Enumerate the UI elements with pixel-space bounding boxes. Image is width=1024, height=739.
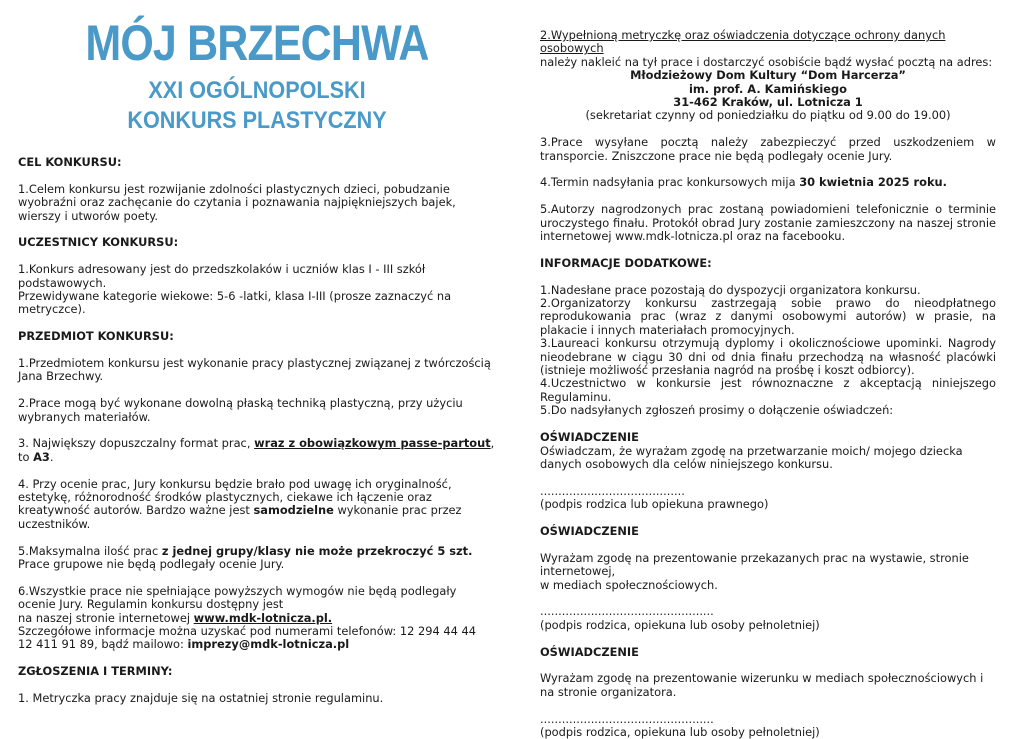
przedmiot-point-6: 6.Wszystkie prace nie spełniające powyższych wymogów nie będą podlegały ocenie Jury. Regulamin konkursu dostępny jest bbox=[18, 583, 457, 612]
left-column bbox=[18, 0, 496, 705]
oswiadczenie-heading-1: OŚWIADCZENIE bbox=[540, 430, 639, 445]
oswiadczenie-heading-3: OŚWIADCZENIE bbox=[540, 644, 639, 659]
page-title: MÓJ BRZECHWA bbox=[85, 15, 429, 71]
phone-line: Szczegółowe informacje można uzyskać pod numerami telefonów: 12 294 44 44 bbox=[18, 624, 476, 639]
informacje-point-3: 3.Laureaci konkursu otrzymują dyplomy i okolicznościowe upominki. Nagrody nieodebrane w ciągu 30 dni od dnia finału przechodzą na własność placówki (istnieje możliwość przesłania nagród na prośbę i koszt odbiorcy). bbox=[540, 336, 996, 378]
informacje-point-2: 2.Organizatorzy konkursu zastrzegają sobie prawo do nieodpłatnego reprodukowania prac (wraz z danymi osobowymi autorów) w prasie, na plakacie i innych materiałach promocyjnych. bbox=[540, 296, 996, 337]
website-link[interactable]: www.mdk-lotnicza.pl. bbox=[193, 610, 333, 625]
signature-line-1: ........................................ bbox=[540, 483, 685, 498]
uczestnicy-categories: Przewidywane kategorie wiekowe: 5-6 -latki, klasa I-III (prosze zaznaczyć na metryczce). bbox=[18, 289, 452, 317]
oswiadczenie-heading-2: OŚWIADCZENIE bbox=[540, 523, 639, 538]
signature-caption-1: (podpis rodzica lub opiekuna prawnego) bbox=[540, 497, 769, 512]
zgloszenia-point-4: 4.Termin nadsyłania prac konkursowych mija 30 kwietnia 2025 roku. bbox=[540, 175, 947, 190]
address-line-3: 31-462 Kraków, ul. Lotnicza 1 bbox=[673, 95, 863, 110]
signature-caption-2: (podpis rodzica, opiekuna lub osoby pełnoletniej) bbox=[540, 617, 820, 632]
office-hours: (sekretariat czynny od poniedziałku do piątku od 9.00 do 19.00) bbox=[585, 108, 951, 123]
zgloszenia-point-3: 3.Prace wysyłane pocztą należy zabezpieczyć przed uszkodzeniem w transporcie. Zniszczone prace nie będą podlegały ocenie Jury. bbox=[540, 135, 996, 163]
przedmiot-point-1: 1.Przedmiotem konkursu jest wykonanie pracy plastycznej związanej z twórczością Jana Brzechwy. bbox=[18, 356, 491, 384]
signature-line-2: ................................................ bbox=[540, 604, 714, 619]
przedmiot-point-4: 4. Przy ocenie prac, Jury konkursu będzie brało pod uwagę ich oryginalność, estetykę, różnorodność środków plastycznych, ciekawe ich łączenie oraz kreatywność autorów. Bardzo ważne jest samodzielne wykonanie prac przez uczestników. bbox=[18, 476, 462, 531]
oswiadczenie-text-3: Wyrażam zgodę na prezentowanie wizerunku w mediach społecznościowych i na stronie organizatora. bbox=[540, 671, 984, 699]
deadline: 30 kwietnia 2025 roku. bbox=[799, 175, 947, 190]
section-heading-cel: CEL KONKURSU: bbox=[18, 155, 122, 169]
website-line: na naszej stronie internetowej www.mdk-lotnicza.pl. bbox=[18, 610, 333, 625]
section-heading-informacje: INFORMACJE DODATKOWE: bbox=[540, 255, 712, 270]
oswiadczenie-text-1: Oświadczam, że wyrażam zgodę na przetwarzanie moich/ mojego dziecka danych osobowych dla celów niniejszego konkursu. bbox=[540, 443, 963, 471]
informacje-point-1: 1.Nadesłane prace pozostają do dyspozycji organizatora konkursu. bbox=[540, 282, 921, 297]
right-column bbox=[540, 29, 996, 739]
passe-partout-note: wraz z obowiązkowym passe-partout bbox=[254, 436, 491, 451]
signature-line-3: ................................................ bbox=[540, 711, 714, 726]
informacje-point-4: 4.Uczestnictwo w konkursie jest równoznaczne z akceptacją niniejszego Regulaminu. bbox=[540, 376, 996, 404]
email-line: 12 411 91 89, bądź mailowo: imprezy@mdk-lotnicza.pl bbox=[18, 637, 350, 652]
signature-caption-3: (podpis rodzica, opiekuna lub osoby pełnoletniej) bbox=[540, 724, 820, 739]
zgloszenia-point-1: 1. Metryczka pracy znajduje się na ostatniej stronie regulaminu. bbox=[18, 691, 384, 706]
cel-point-1: 1.Celem konkursu jest rozwijanie zdolności plastycznych dzieci, pobudzanie wyobraźni oraz zachęcanie do czytania i poznawania najpiękniejszych bajek, wierszy i utworów poety. bbox=[18, 181, 456, 223]
section-heading-uczestnicy: UCZESTNICY KONKURSU: bbox=[18, 235, 179, 250]
zgloszenia-point-2a: 2.Wypełnioną metryczkę oraz oświadczenia dotyczące ochrony danych osobowych bbox=[540, 28, 946, 56]
format-a3: A3 bbox=[33, 449, 50, 464]
section-heading-przedmiot: PRZEDMIOT KONKURSU: bbox=[18, 329, 174, 344]
uczestnicy-point-1: 1.Konkurs adresowany jest do przedszkolaków i uczniów klas I - III szkół podstawowych. bbox=[18, 262, 426, 290]
zgloszenia-point-2b: należy nakleić na tył prace i dostarczyć osobiście bądź wysłać pocztą na adres: bbox=[540, 54, 993, 69]
informacje-point-5: 5.Do nadsyłanych zgłoszeń prosimy o dołączenie oświadczeń: bbox=[540, 403, 894, 418]
oswiadczenie-text-2b: w mediach społecznościowych. bbox=[540, 577, 718, 592]
page-subtitle-1: XXI OGÓLNOPOLSKI bbox=[148, 77, 366, 104]
section-heading-zgloszenia: ZGŁOSZENIA I TERMINY: bbox=[18, 664, 173, 679]
przedmiot-point-5: 5.Maksymalna ilość prac z jednej grupy/klasy nie może przekroczyć 5 szt. Prace grupowe nie będą podlegały ocenie Jury. bbox=[18, 543, 473, 572]
address-line-1: Młodzieżowy Dom Kultury “Dom Harcerza” bbox=[630, 68, 906, 83]
oswiadczenie-text-2a: Wyrażam zgodę na prezentowanie przekazanych prac na wystawie, stronie internetowej, bbox=[540, 550, 969, 579]
address-line-2: im. prof. A. Kamińskiego bbox=[689, 81, 847, 96]
email-link[interactable]: imprezy@mdk-lotnicza.pl bbox=[187, 637, 350, 652]
zgloszenia-point-5: 5.Autorzy nagrodzonych prac zostaną powiadomieni telefonicznie o terminie uroczystego finału. Protokół obrad Jury zostanie zamieszczony na naszej stronie internetowej www.mdk-lotnicza.pl oraz na facebooku. bbox=[540, 202, 996, 244]
page-subtitle-2: KONKURS PLASTYCZNY bbox=[127, 107, 387, 134]
przedmiot-point-3: 3. Największy dopuszczalny format prac, wraz z obowiązkowym passe-partout, to A3. bbox=[18, 436, 495, 464]
header bbox=[18, 15, 496, 136]
przedmiot-point-2: 2.Prace mogą być wykonane dowolną płaską techniką plastyczną, przy użyciu wybranych materiałów. bbox=[18, 396, 463, 424]
